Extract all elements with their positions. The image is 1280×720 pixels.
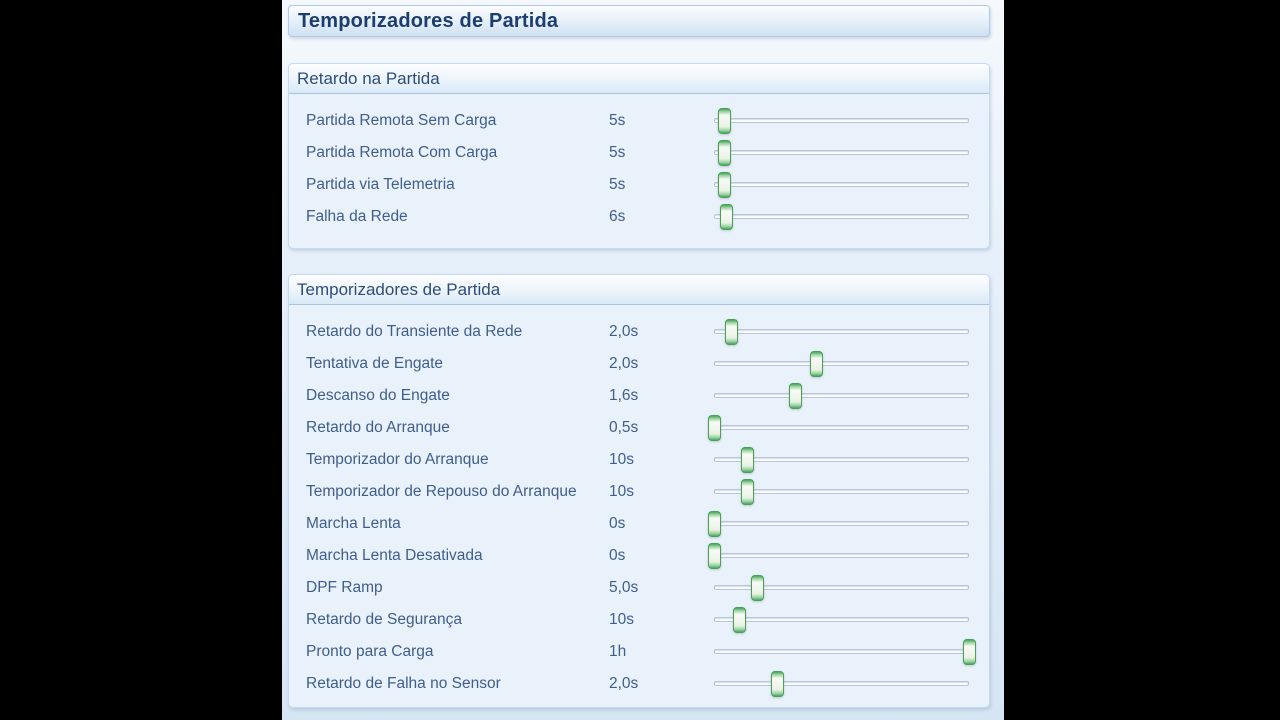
slider-thumb[interactable] — [708, 511, 721, 537]
slider-thumb[interactable] — [708, 543, 721, 569]
timer-slider[interactable] — [714, 575, 969, 601]
timer-slider[interactable] — [714, 172, 969, 198]
timer-row — [289, 604, 989, 636]
timer-slider[interactable] — [714, 639, 969, 665]
slider-track[interactable] — [714, 150, 969, 155]
timer-row — [289, 540, 989, 572]
timer-label: Marcha Lenta Desativada — [306, 547, 483, 564]
timer-value: 5,0s — [609, 579, 639, 596]
section-rows — [289, 305, 989, 700]
slider-track[interactable] — [714, 361, 969, 366]
timer-row — [289, 348, 989, 380]
timer-label: Partida via Telemetria — [306, 176, 455, 193]
slider-thumb[interactable] — [725, 319, 738, 345]
slider-thumb[interactable] — [718, 108, 731, 134]
timer-value: 6s — [609, 208, 626, 225]
timer-label: Temporizador do Arranque — [306, 451, 489, 468]
timer-row — [289, 169, 989, 201]
slider-track[interactable] — [714, 118, 969, 123]
slider-track[interactable] — [714, 329, 969, 334]
timer-label: Temporizador de Repouso do Arranque — [306, 483, 577, 500]
page-title-bar — [288, 5, 990, 37]
timer-row — [289, 105, 989, 137]
slider-track[interactable] — [714, 182, 969, 187]
timer-slider[interactable] — [714, 383, 969, 409]
timer-label: Pronto para Carga — [306, 643, 434, 660]
slider-thumb[interactable] — [771, 671, 784, 697]
section-header — [289, 275, 989, 305]
timer-slider[interactable] — [714, 671, 969, 697]
slider-track[interactable] — [714, 521, 969, 526]
timer-value: 0s — [609, 547, 626, 564]
settings-page — [282, 0, 1004, 720]
timer-value: 10s — [609, 611, 634, 628]
slider-track[interactable] — [714, 617, 969, 622]
timer-value: 5s — [609, 112, 626, 129]
timer-slider[interactable] — [714, 607, 969, 633]
timer-value: 10s — [609, 483, 634, 500]
timer-label: Tentativa de Engate — [306, 355, 444, 372]
timer-row — [289, 380, 989, 412]
timer-value: 0s — [609, 515, 626, 532]
timer-row — [289, 508, 989, 540]
slider-thumb[interactable] — [718, 140, 731, 166]
page-title: Temporizadores de Partida — [298, 9, 559, 32]
timer-slider[interactable] — [714, 543, 969, 569]
slider-thumb[interactable] — [720, 204, 733, 230]
timer-label: DPF Ramp — [306, 579, 383, 596]
section-title: Retardo na Partida — [297, 68, 440, 88]
timer-label: Marcha Lenta — [306, 515, 401, 532]
slider-thumb[interactable] — [751, 575, 764, 601]
timer-label: Descanso do Engate — [306, 387, 450, 404]
slider-thumb[interactable] — [708, 415, 721, 441]
slider-thumb[interactable] — [741, 447, 754, 473]
timer-slider[interactable] — [714, 319, 969, 345]
timer-slider[interactable] — [714, 351, 969, 377]
timer-label: Retardo do Transiente da Rede — [306, 323, 523, 340]
slider-track[interactable] — [714, 425, 969, 430]
timer-slider[interactable] — [714, 140, 969, 166]
slider-track[interactable] — [714, 649, 969, 654]
timer-label: Retardo de Falha no Sensor — [306, 675, 501, 692]
slider-track[interactable] — [714, 681, 969, 686]
timer-value: 2,0s — [609, 675, 639, 692]
timer-value: 1h — [609, 643, 627, 660]
timer-row — [289, 444, 989, 476]
slider-track[interactable] — [714, 393, 969, 398]
timer-slider[interactable] — [714, 479, 969, 505]
timer-value: 5s — [609, 176, 626, 193]
timer-row — [289, 476, 989, 508]
timer-slider[interactable] — [714, 415, 969, 441]
slider-thumb[interactable] — [789, 383, 802, 409]
timer-label: Partida Remota Sem Carga — [306, 112, 497, 129]
timer-label: Retardo do Arranque — [306, 419, 450, 436]
timer-value: 1,6s — [609, 387, 639, 404]
timer-value: 2,0s — [609, 355, 639, 372]
timer-slider[interactable] — [714, 511, 969, 537]
slider-track[interactable] — [714, 553, 969, 558]
section-rows — [289, 94, 989, 233]
timer-slider[interactable] — [714, 447, 969, 473]
slider-thumb[interactable] — [733, 607, 746, 633]
slider-thumb[interactable] — [718, 172, 731, 198]
timer-slider[interactable] — [714, 108, 969, 134]
timer-value: 2,0s — [609, 323, 639, 340]
timer-row — [289, 412, 989, 444]
timer-value: 0,5s — [609, 419, 639, 436]
timer-value: 10s — [609, 451, 634, 468]
timer-row — [289, 668, 989, 700]
timer-row — [289, 636, 989, 668]
slider-thumb[interactable] — [741, 479, 754, 505]
slider-thumb[interactable] — [963, 639, 976, 665]
section-title: Temporizadores de Partida — [297, 279, 501, 299]
slider-track[interactable] — [714, 214, 969, 219]
timer-row — [289, 316, 989, 348]
section-retardo-na-partida — [288, 63, 990, 249]
slider-thumb[interactable] — [810, 351, 823, 377]
timer-row — [289, 572, 989, 604]
timer-label: Falha da Rede — [306, 208, 408, 225]
timer-label: Partida Remota Com Carga — [306, 144, 498, 161]
timer-row — [289, 137, 989, 169]
timer-value: 5s — [609, 144, 626, 161]
section-header — [289, 64, 989, 94]
timer-label: Retardo de Segurança — [306, 611, 462, 628]
timer-row — [289, 201, 989, 233]
section-temporizadores-de-partida — [288, 274, 990, 708]
timer-slider[interactable] — [714, 204, 969, 230]
